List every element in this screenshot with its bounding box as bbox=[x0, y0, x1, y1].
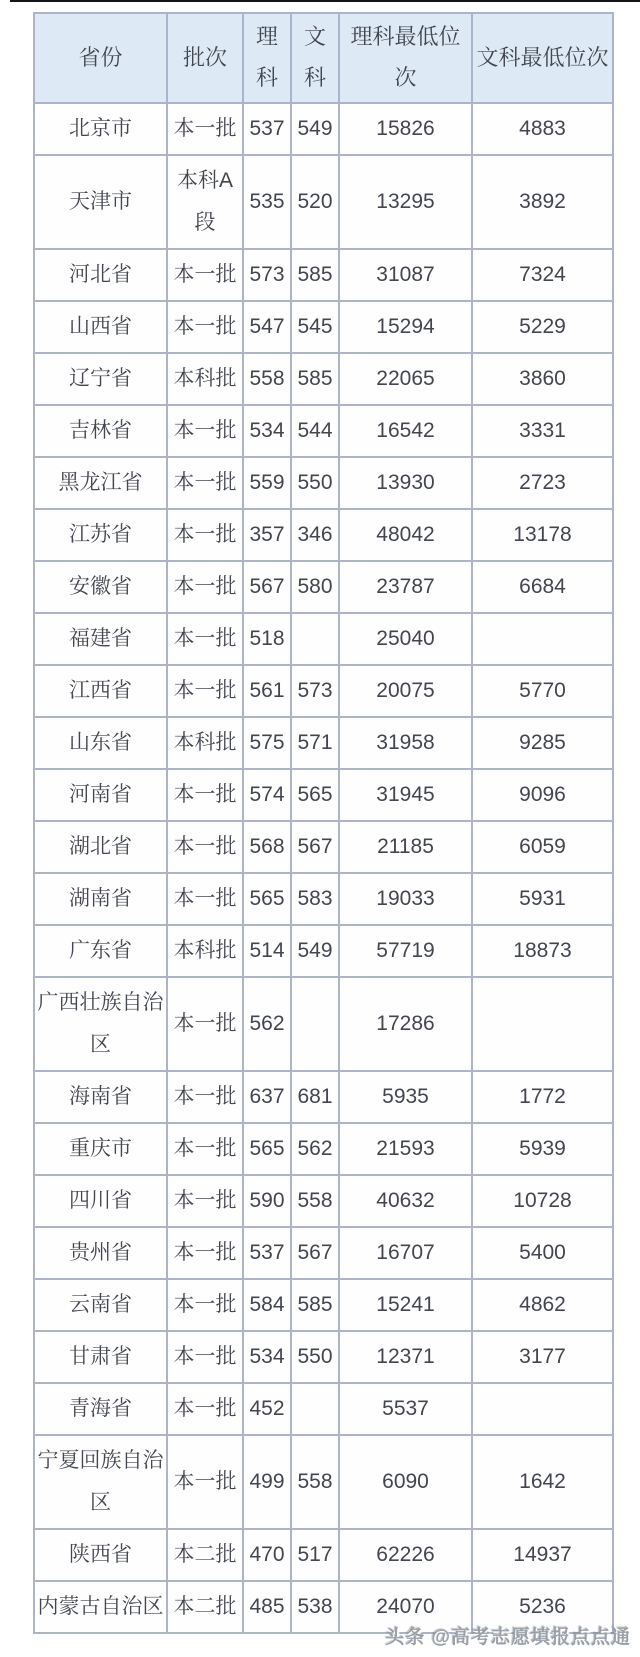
science-rank-cell: 21593 bbox=[339, 1123, 472, 1175]
science-score-cell: 518 bbox=[243, 613, 291, 665]
province-cell: 河南省 bbox=[34, 769, 167, 821]
science-score-cell: 590 bbox=[243, 1175, 291, 1227]
science-score-cell: 637 bbox=[243, 1071, 291, 1123]
arts-rank-cell: 5931 bbox=[472, 873, 613, 925]
science-rank-cell: 22065 bbox=[339, 353, 472, 405]
arts-score-cell: 558 bbox=[291, 1175, 339, 1227]
arts-rank-cell: 5236 bbox=[472, 1581, 613, 1633]
score-table-header bbox=[34, 13, 613, 103]
province-cell: 广东省 bbox=[34, 925, 167, 977]
province-cell: 青海省 bbox=[34, 1383, 167, 1435]
science-rank-cell: 19033 bbox=[339, 873, 472, 925]
province-cell: 河北省 bbox=[34, 249, 167, 301]
column-header-1: 批次 bbox=[167, 13, 243, 103]
batch-cell: 本一批 bbox=[167, 1071, 243, 1123]
table-row bbox=[34, 561, 613, 613]
arts-rank-cell: 14937 bbox=[472, 1529, 613, 1581]
science-score-cell: 452 bbox=[243, 1383, 291, 1435]
column-header-0: 省份 bbox=[34, 13, 167, 103]
science-score-cell: 514 bbox=[243, 925, 291, 977]
science-score-cell: 562 bbox=[243, 977, 291, 1071]
arts-score-cell bbox=[291, 977, 339, 1071]
table-row bbox=[34, 1123, 613, 1175]
table-row bbox=[34, 155, 613, 249]
table-row bbox=[34, 509, 613, 561]
arts-rank-cell: 5939 bbox=[472, 1123, 613, 1175]
batch-cell: 本二批 bbox=[167, 1581, 243, 1633]
science-rank-cell: 23787 bbox=[339, 561, 472, 613]
batch-cell: 本一批 bbox=[167, 873, 243, 925]
batch-cell: 本一批 bbox=[167, 103, 243, 155]
arts-score-cell: 565 bbox=[291, 769, 339, 821]
batch-cell: 本一批 bbox=[167, 509, 243, 561]
province-cell: 黑龙江省 bbox=[34, 457, 167, 509]
science-rank-cell: 12371 bbox=[339, 1331, 472, 1383]
science-score-cell: 573 bbox=[243, 249, 291, 301]
arts-score-cell: 580 bbox=[291, 561, 339, 613]
science-rank-cell: 20075 bbox=[339, 665, 472, 717]
table-row bbox=[34, 769, 613, 821]
province-cell: 安徽省 bbox=[34, 561, 167, 613]
arts-rank-cell: 9096 bbox=[472, 769, 613, 821]
table-row bbox=[34, 103, 613, 155]
science-score-cell: 485 bbox=[243, 1581, 291, 1633]
province-cell: 内蒙古自治区 bbox=[34, 1581, 167, 1633]
batch-cell: 本一批 bbox=[167, 249, 243, 301]
province-cell: 广西壮族自治区 bbox=[34, 977, 167, 1071]
table-row bbox=[34, 925, 613, 977]
score-table-body bbox=[34, 103, 613, 1633]
arts-score-cell: 573 bbox=[291, 665, 339, 717]
science-score-cell: 534 bbox=[243, 1331, 291, 1383]
science-score-cell: 537 bbox=[243, 103, 291, 155]
header-row bbox=[34, 13, 613, 103]
science-score-cell: 499 bbox=[243, 1435, 291, 1529]
arts-score-cell: 544 bbox=[291, 405, 339, 457]
column-header-4: 理科最低位次 bbox=[339, 13, 472, 103]
science-rank-cell: 16542 bbox=[339, 405, 472, 457]
table-row bbox=[34, 821, 613, 873]
science-rank-cell: 21185 bbox=[339, 821, 472, 873]
science-rank-cell: 13930 bbox=[339, 457, 472, 509]
science-score-cell: 561 bbox=[243, 665, 291, 717]
score-table bbox=[33, 12, 614, 1634]
province-cell: 重庆市 bbox=[34, 1123, 167, 1175]
arts-score-cell: 562 bbox=[291, 1123, 339, 1175]
arts-rank-cell: 1772 bbox=[472, 1071, 613, 1123]
science-rank-cell: 48042 bbox=[339, 509, 472, 561]
science-rank-cell: 57719 bbox=[339, 925, 472, 977]
science-rank-cell: 15241 bbox=[339, 1279, 472, 1331]
table-row bbox=[34, 1529, 613, 1581]
arts-rank-cell bbox=[472, 613, 613, 665]
batch-cell: 本一批 bbox=[167, 821, 243, 873]
province-cell: 宁夏回族自治区 bbox=[34, 1435, 167, 1529]
arts-score-cell: 538 bbox=[291, 1581, 339, 1633]
arts-rank-cell bbox=[472, 977, 613, 1071]
science-score-cell: 584 bbox=[243, 1279, 291, 1331]
province-cell: 辽宁省 bbox=[34, 353, 167, 405]
science-rank-cell: 16707 bbox=[339, 1227, 472, 1279]
batch-cell: 本一批 bbox=[167, 1331, 243, 1383]
arts-rank-cell: 1642 bbox=[472, 1435, 613, 1529]
table-row bbox=[34, 1071, 613, 1123]
table-row bbox=[34, 1227, 613, 1279]
arts-score-cell: 567 bbox=[291, 1227, 339, 1279]
arts-rank-cell: 18873 bbox=[472, 925, 613, 977]
arts-score-cell: 585 bbox=[291, 353, 339, 405]
arts-score-cell: 520 bbox=[291, 155, 339, 249]
table-row bbox=[34, 249, 613, 301]
province-cell: 天津市 bbox=[34, 155, 167, 249]
science-score-cell: 565 bbox=[243, 1123, 291, 1175]
science-rank-cell: 15294 bbox=[339, 301, 472, 353]
batch-cell: 本一批 bbox=[167, 769, 243, 821]
province-cell: 山西省 bbox=[34, 301, 167, 353]
science-score-cell: 559 bbox=[243, 457, 291, 509]
arts-score-cell: 558 bbox=[291, 1435, 339, 1529]
science-score-cell: 547 bbox=[243, 301, 291, 353]
table-row bbox=[34, 873, 613, 925]
science-rank-cell: 6090 bbox=[339, 1435, 472, 1529]
arts-rank-cell: 3331 bbox=[472, 405, 613, 457]
watermark: 头条 @高考志愿填报点点通 bbox=[385, 1627, 631, 1648]
batch-cell: 本一批 bbox=[167, 1123, 243, 1175]
batch-cell: 本一批 bbox=[167, 301, 243, 353]
table-row bbox=[34, 301, 613, 353]
batch-cell: 本一批 bbox=[167, 613, 243, 665]
science-rank-cell: 25040 bbox=[339, 613, 472, 665]
arts-rank-cell: 10728 bbox=[472, 1175, 613, 1227]
arts-rank-cell: 3177 bbox=[472, 1331, 613, 1383]
province-cell: 山东省 bbox=[34, 717, 167, 769]
province-cell: 湖南省 bbox=[34, 873, 167, 925]
table-row bbox=[34, 405, 613, 457]
arts-rank-cell: 3860 bbox=[472, 353, 613, 405]
province-cell: 四川省 bbox=[34, 1175, 167, 1227]
arts-rank-cell: 6684 bbox=[472, 561, 613, 613]
province-cell: 贵州省 bbox=[34, 1227, 167, 1279]
arts-score-cell: 571 bbox=[291, 717, 339, 769]
science-score-cell: 567 bbox=[243, 561, 291, 613]
science-rank-cell: 5537 bbox=[339, 1383, 472, 1435]
science-score-cell: 574 bbox=[243, 769, 291, 821]
province-cell: 湖北省 bbox=[34, 821, 167, 873]
arts-rank-cell bbox=[472, 1383, 613, 1435]
batch-cell: 本一批 bbox=[167, 1279, 243, 1331]
arts-score-cell: 583 bbox=[291, 873, 339, 925]
province-cell: 吉林省 bbox=[34, 405, 167, 457]
province-cell: 甘肃省 bbox=[34, 1331, 167, 1383]
arts-rank-cell: 5770 bbox=[472, 665, 613, 717]
table-row bbox=[34, 1331, 613, 1383]
table-row bbox=[34, 1175, 613, 1227]
province-cell: 福建省 bbox=[34, 613, 167, 665]
science-rank-cell: 5935 bbox=[339, 1071, 472, 1123]
science-rank-cell: 31945 bbox=[339, 769, 472, 821]
science-score-cell: 534 bbox=[243, 405, 291, 457]
arts-rank-cell: 4883 bbox=[472, 103, 613, 155]
science-score-cell: 565 bbox=[243, 873, 291, 925]
science-rank-cell: 31087 bbox=[339, 249, 472, 301]
table-row bbox=[34, 1383, 613, 1435]
arts-score-cell: 549 bbox=[291, 103, 339, 155]
arts-rank-cell: 5229 bbox=[472, 301, 613, 353]
science-score-cell: 470 bbox=[243, 1529, 291, 1581]
province-cell: 江苏省 bbox=[34, 509, 167, 561]
science-score-cell: 558 bbox=[243, 353, 291, 405]
table-row bbox=[34, 457, 613, 509]
arts-score-cell: 517 bbox=[291, 1529, 339, 1581]
batch-cell: 本一批 bbox=[167, 665, 243, 717]
province-cell: 江西省 bbox=[34, 665, 167, 717]
batch-cell: 本科批 bbox=[167, 717, 243, 769]
science-rank-cell: 15826 bbox=[339, 103, 472, 155]
province-cell: 海南省 bbox=[34, 1071, 167, 1123]
arts-score-cell: 567 bbox=[291, 821, 339, 873]
table-row bbox=[34, 613, 613, 665]
column-header-5: 文科最低位次 bbox=[472, 13, 613, 103]
science-rank-cell: 17286 bbox=[339, 977, 472, 1071]
province-cell: 云南省 bbox=[34, 1279, 167, 1331]
batch-cell: 本一批 bbox=[167, 561, 243, 613]
science-rank-cell: 62226 bbox=[339, 1529, 472, 1581]
batch-cell: 本一批 bbox=[167, 405, 243, 457]
arts-score-cell: 550 bbox=[291, 457, 339, 509]
top-border-line bbox=[10, 0, 640, 2]
batch-cell: 本一批 bbox=[167, 1383, 243, 1435]
batch-cell: 本科批 bbox=[167, 925, 243, 977]
science-score-cell: 537 bbox=[243, 1227, 291, 1279]
batch-cell: 本一批 bbox=[167, 457, 243, 509]
batch-cell: 本一批 bbox=[167, 1227, 243, 1279]
arts-rank-cell: 6059 bbox=[472, 821, 613, 873]
table-row bbox=[34, 1435, 613, 1529]
science-rank-cell: 40632 bbox=[339, 1175, 472, 1227]
science-rank-cell: 24070 bbox=[339, 1581, 472, 1633]
batch-cell: 本二批 bbox=[167, 1529, 243, 1581]
arts-score-cell: 550 bbox=[291, 1331, 339, 1383]
arts-score-cell: 545 bbox=[291, 301, 339, 353]
arts-score-cell: 681 bbox=[291, 1071, 339, 1123]
table-row bbox=[34, 353, 613, 405]
arts-rank-cell: 9285 bbox=[472, 717, 613, 769]
column-header-3: 文科 bbox=[291, 13, 339, 103]
column-header-2: 理科 bbox=[243, 13, 291, 103]
table-row bbox=[34, 977, 613, 1071]
batch-cell: 本科批 bbox=[167, 353, 243, 405]
arts-score-cell: 585 bbox=[291, 249, 339, 301]
batch-cell: 本一批 bbox=[167, 977, 243, 1071]
arts-rank-cell: 5400 bbox=[472, 1227, 613, 1279]
science-score-cell: 535 bbox=[243, 155, 291, 249]
batch-cell: 本一批 bbox=[167, 1175, 243, 1227]
arts-score-cell: 549 bbox=[291, 925, 339, 977]
arts-score-cell: 585 bbox=[291, 1279, 339, 1331]
arts-rank-cell: 2723 bbox=[472, 457, 613, 509]
table-row bbox=[34, 1279, 613, 1331]
science-score-cell: 568 bbox=[243, 821, 291, 873]
province-cell: 陕西省 bbox=[34, 1529, 167, 1581]
science-score-cell: 575 bbox=[243, 717, 291, 769]
table-row bbox=[34, 717, 613, 769]
batch-cell: 本科A段 bbox=[167, 155, 243, 249]
table-row bbox=[34, 665, 613, 717]
arts-score-cell bbox=[291, 1383, 339, 1435]
science-rank-cell: 13295 bbox=[339, 155, 472, 249]
arts-score-cell bbox=[291, 613, 339, 665]
arts-rank-cell: 3892 bbox=[472, 155, 613, 249]
arts-rank-cell: 13178 bbox=[472, 509, 613, 561]
arts-score-cell: 346 bbox=[291, 509, 339, 561]
science-rank-cell: 31958 bbox=[339, 717, 472, 769]
batch-cell: 本一批 bbox=[167, 1435, 243, 1529]
province-cell: 北京市 bbox=[34, 103, 167, 155]
arts-rank-cell: 7324 bbox=[472, 249, 613, 301]
arts-rank-cell: 4862 bbox=[472, 1279, 613, 1331]
science-score-cell: 357 bbox=[243, 509, 291, 561]
